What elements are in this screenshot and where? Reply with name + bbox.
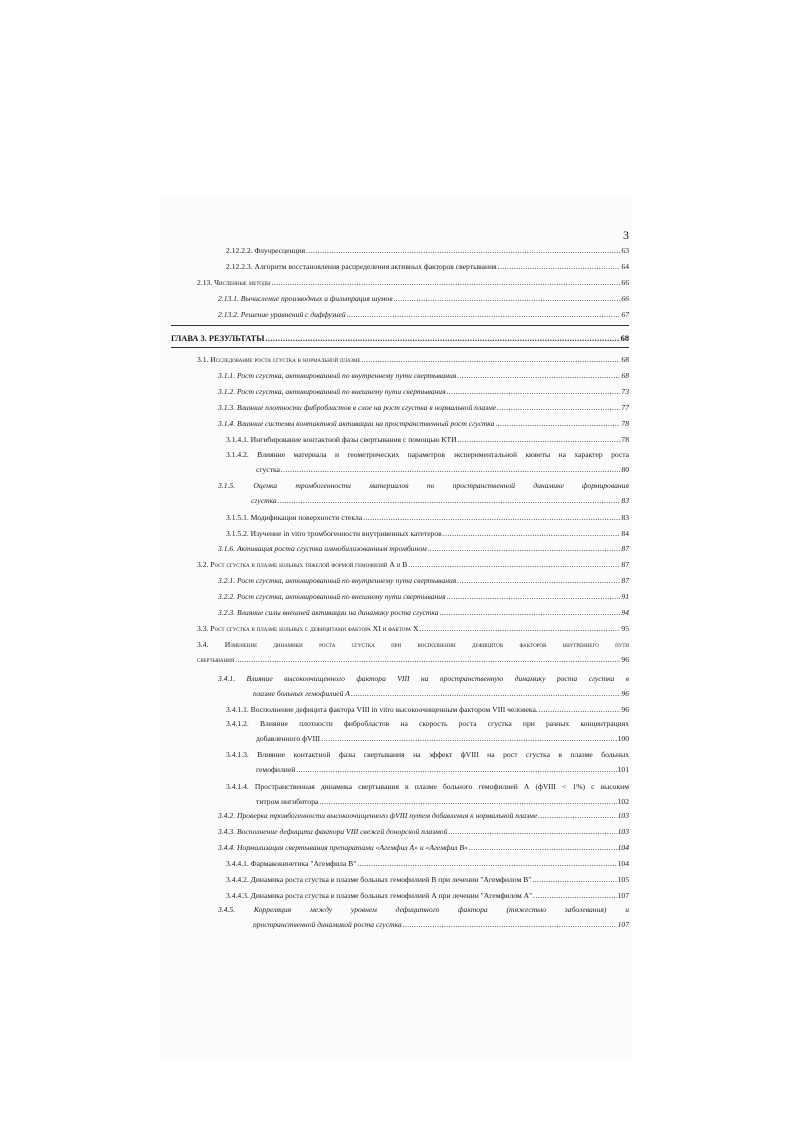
- toc-entry[interactable]: 3.1.5.1. Модификация поверхности стекла ..... 83: [226, 510, 629, 525]
- toc-entry[interactable]: 3.2. Рост сгустка в плазме больных тяжелой формой гемофилий А и В ..... 87: [197, 557, 629, 572]
- toc-entry[interactable]: 3.1.5.2. Изучение in vitro тромбогенности внутривенных катетеров ..... 84: [226, 526, 629, 541]
- toc-entry[interactable]: 3.4.5. Корреляция между уровнем дефицитного фактора (тяжестью заболевания) и пространственной динамикой роста сгустка ..... 107: [218, 902, 629, 932]
- toc-entry[interactable]: 3.4.1. Влияние высокоочищенного фактора VIII на пространственную динамику роста сгустка в плазме больных гемофилией А ..... 96: [218, 671, 629, 701]
- toc-entry[interactable]: 3.4. Изменение динамики роста сгустка при восполнении дефицитов факторов внутреннего пути свертывания ..... 96: [197, 637, 629, 667]
- toc-entry[interactable]: 3.1.4.1. Ингибирование контактной фазы свертывания с помощью КТИ ..... 78: [226, 432, 629, 447]
- toc-entry[interactable]: 3.1.1. Рост сгустка, активированный по внутреннему пути свертывания ..... 68: [218, 368, 629, 383]
- toc-entry[interactable]: 3.2.3. Влияние силы внешней активации на динамику роста сгустка ..... 94: [218, 605, 629, 620]
- toc-entry[interactable]: 2.13.1. Вычисление производных и фильтрация шумов ..... 66: [218, 291, 629, 306]
- chapter-heading[interactable]: ГЛАВА 3. РЕЗУЛЬТАТЫ ..... 68: [171, 331, 629, 346]
- toc-entry[interactable]: 3.1.4. Влияние системы контактной активации на пространственный рост сгустка ..... 78: [218, 416, 629, 431]
- toc-entry[interactable]: 3.3. Рост сгустка в плазме больных с дефицитами фактора XI и фактора X ..... 95: [197, 621, 629, 636]
- toc-entry[interactable]: 3.1.4.2. Влияние материала и геометрических параметров экспериментальной кюветы на характер роста сгустка ..... 80: [226, 447, 629, 477]
- toc-entry[interactable]: 2.12.2.2. Флуоресценция ..... 63: [226, 243, 629, 258]
- toc-entry[interactable]: 3.4.4.1. Фармакокинетика "Агемфила В" ..... 104: [226, 856, 629, 871]
- divider: [171, 325, 629, 326]
- toc-entry[interactable]: 3.2.2. Рост сгустка, активированный по внешнему пути свертывания ..... 91: [218, 589, 629, 604]
- toc-entry[interactable]: 2.12.2.3. Алгоритм восстановления распределения активных факторов свертывания ..... 64: [226, 259, 629, 274]
- toc-entry[interactable]: 2.13.2. Решение уравнений с диффузией ..... 67: [218, 307, 629, 322]
- toc-entry[interactable]: 3.1. Исследование роста сгустка в нормальной плазме ..... 68: [197, 352, 629, 367]
- toc-entry[interactable]: 3.4.3. Восполнение дефицита фактора VIII свежей донорской плазмой ..... 103: [218, 824, 629, 839]
- toc-entry[interactable]: 3.1.6. Активация роста сгустка иммобилизованным тромбином ..... 87: [218, 541, 629, 556]
- toc-entry[interactable]: 3.4.4.3. Динамика роста сгустка в плазме больных гемофилией А при лечении "Агемфилом А" ..... 107: [226, 888, 629, 903]
- divider: [171, 347, 629, 348]
- toc-entry[interactable]: 3.1.2. Рост сгустка, активированный по внешнему пути свертывания ..... 73: [218, 384, 629, 399]
- toc-entry[interactable]: 3.4.1.2. Влияние плотности фибробластов на скорость роста сгустка при разных концентрациях добавленного фVIII ..... 100: [226, 716, 629, 746]
- toc-entry[interactable]: 3.2.1. Рост сгустка, активированный по внутреннему пути свертывания ..... 87: [218, 573, 629, 588]
- page-number: 3: [623, 228, 629, 242]
- toc-entry[interactable]: 3.4.1.4. Пространственная динамика свертывания в плазме больного гемофилией А (фVIII < 1%) с высоким титром ингибитора ..... 102: [226, 779, 629, 809]
- toc-entry[interactable]: 2.13. Численные методы ..... 66: [197, 275, 629, 290]
- toc-entry[interactable]: 3.4.4. Нормализация свертывания препаратами «Агемфил А» и «Агемфил В» ..... 104: [218, 840, 629, 855]
- toc-entry[interactable]: 3.1.3. Влияние плотности фибробластов в слое на рост сгустка в нормальной плазме ..... 77: [218, 400, 629, 415]
- toc-entry[interactable]: 3.1.5. Оценка тромбогенности материалов по пространственной динамике формирования сгустка ..... 83: [218, 478, 629, 508]
- toc-entry[interactable]: 3.4.4.2. Динамика роста сгустка в плазме больных гемофилией В при лечении "Агемфилом В" ..... 105: [226, 872, 629, 887]
- toc-entry[interactable]: 3.4.1.3. Влияние контактной фазы свертывания на эффект фVIII на рост сгустка в плазме больных гемофилией ..... 101: [226, 747, 629, 777]
- toc-entry[interactable]: 3.4.1.1. Восполнение дефицита фактора VIII in vitro высокоочищенным фактором VIII человека. ..... 96: [226, 702, 629, 717]
- toc-entry[interactable]: 3.4.2. Проверка тромбогенности высокоочищенного фVIII путем добавления к нормальной плазме ..... 103: [218, 808, 629, 823]
